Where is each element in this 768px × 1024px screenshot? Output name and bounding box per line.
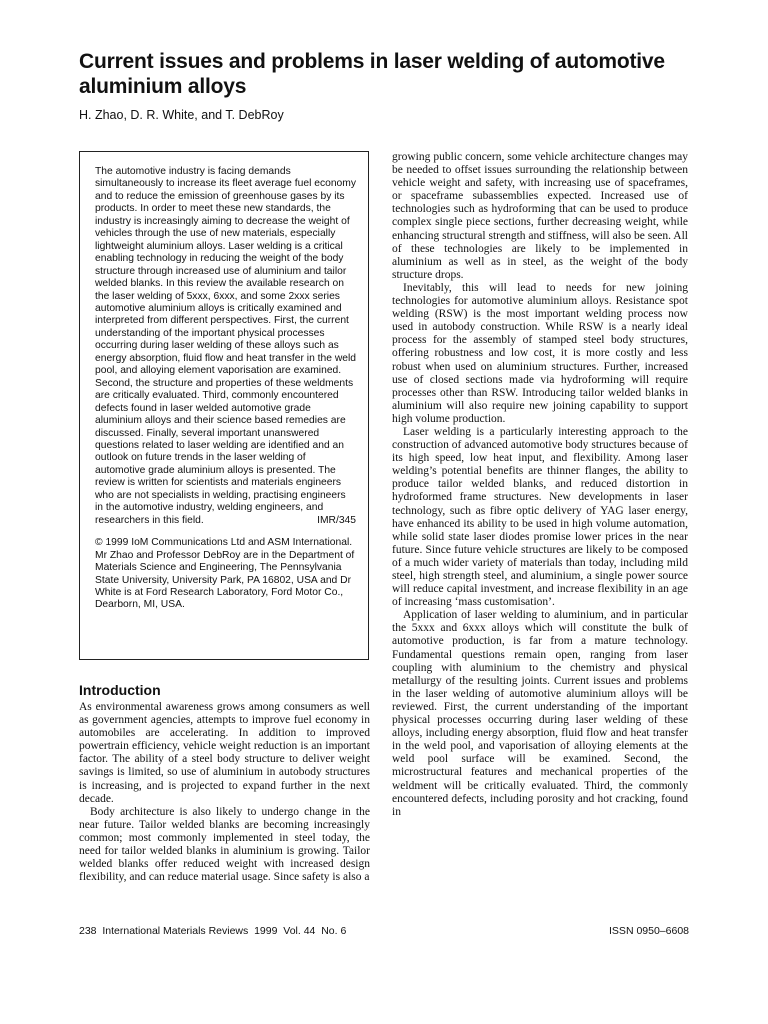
affiliation-note: © 1999 IoM Communications Ltd and ASM International. Mr Zhao and Professor DebRoy are in the Department of Materials Science and Engineering, The Pennsylvania State University, University Park, PA 16802, USA and Dr White is at Ford Research Laboratory, Ford Motor Co., Dearborn, MI, USA. [95, 537, 355, 611]
abstract-text [95, 166, 356, 527]
left-column-text [79, 701, 370, 884]
paragraph: Body architecture is also likely to undergo change in the near future. Tailor welded blanks are becoming increasingly common; most commonly implemented in steel today, the need for tailor welded blanks in aluminium is growing. Tailor welded blanks offer reduced weight with increased design flexibility, and can reduce material usage. Since safety is also a [79, 805, 370, 884]
right-column-text [392, 151, 688, 819]
paragraph: Inevitably, this will lead to needs for new joining technologies for automotive aluminium alloys. Resistance spot welding (RSW) is the most important welding process now used in autobody construction. While RSW is a nearly ideal process for the assembly of stamped steel body structures, offering robustness and low cost, it is more costly and less robust when used on aluminium structures. Further, increased use of closed sections made via hydroforming will require processes other than RSW. Introducing tailor welded blanks in aluminium will also require new joining capability to support high volume production. [392, 281, 688, 425]
footer-issn: ISSN 0950–6608 [609, 925, 689, 937]
paragraph: As environmental awareness grows among consumers as well as government agencies, attempts to improve fuel economy in automobiles are accelerating. In addition to improved powertrain efficiency, vehicle weight reduction is an important factor. The ability of a steel body structure to deliver weight savings is limited, so use of aluminium in autobody structures is increasing, and is projected to expand further in the next decade. [79, 701, 370, 805]
section-heading-introduction: Introduction [79, 682, 161, 698]
article-title: Current issues and problems in laser welding of automotive aluminium alloys [79, 50, 665, 98]
footer-citation: 238 International Materials Reviews 1999 Vol. 44 No. 6 [79, 925, 347, 937]
article-authors: H. Zhao, D. R. White, and T. DebRoy [79, 108, 284, 122]
page-footer [79, 925, 689, 941]
paragraph: growing public concern, some vehicle architecture changes may be needed to offset issues surrounding the relationship between vehicle weight and safety, with increasing use of spaceframes, or spaceframe subassemblies expected. Increased use of technologies such as hydroforming that can be used to produce complex single piece sections, further decreasing weight, while enhancing structural strength and stiffness, will also be seen. All of these technologies are likely to be implemented in aluminium as well as in steel, as the weight of the body structure drops. [392, 151, 688, 281]
abstract-box [79, 151, 369, 660]
paragraph: Laser welding is a particularly interesting approach to the construction of advanced automotive body structures because of its high speed, low heat input, and flexibility. Among laser welding’s potential benefits are thinner flanges, the ability to produce tailor welded blanks, and reduced distortion in hydroformed frame structures. New developments in laser technology, such as fibre optic delivery of YAG laser energy, have enhanced its ability to be used in high volume automation, while solid state laser diodes promise lower prices in the near future. Since future vehicle structures are likely to be composed of a much wider variety of materials than today, including mild steel, high strength steel, and aluminium, a single power source will reduce capital investment, and increase flexibility in an age of increasing ‘mass customisation’. [392, 425, 688, 609]
manuscript-code: IMR/345 [317, 514, 356, 526]
abstract-body: The automotive industry is facing demands simultaneously to increase its fleet average fuel economy and to reduce the emission of greenhouse gases by its products. In order to meet these new standards, the industry is increasingly aiming to decrease the weight of vehicles through the use of new materials, especially lightweight aluminium alloys. Laser welding is a critical enabling technology in reducing the weight of the body structure through increased use of aluminium and tailor welded blanks. In this review the available research on the laser welding of 5xxx, 6xxx, and some 2xxx series automotive aluminium alloys is critically examined and interpreted from different perspectives. First, the current understanding of the important physical processes occurring during laser welding of these alloys such as energy absorption, fluid flow and heat transfer in the weld pool, and alloying element vaporisation are examined. Second, the structure and properties of these weldments are critically evaluated. Third, commonly encountered defects found in laser welded automotive grade aluminium alloys and their science based remedies are discussed. Finally, several important unanswered questions related to laser welding are identified and an outlook on future trends in the laser welding of automotive grade aluminium alloys is presented. The review is written for scientists and materials engineers who are not specialists in welding, practising engineers in the automotive industry, welding engineers, and researchers in this field. [95, 166, 357, 526]
paragraph: Application of laser welding to aluminium, and in particular the 5xxx and 6xxx alloys which will constitute the bulk of automotive production, is far from a mature technology. Fundamental questions remain open, ranging from laser coupling with aluminium to the chemistry and physical metallurgy of the resulting joints. Current issues and problems in the laser welding of automotive aluminium alloys will be reviewed. First, the current understanding of the important physical processes occurring during laser welding of these alloys, including energy absorption, fluid flow and heat transfer in the weld pool, and vaporisation of alloying elements at the weld pool surface will be examined. Second, the microstructural features and mechanical properties of the weldment will be critically evaluated. Third, the commonly encountered defects, including porosity and hot cracking, found in [392, 609, 688, 818]
